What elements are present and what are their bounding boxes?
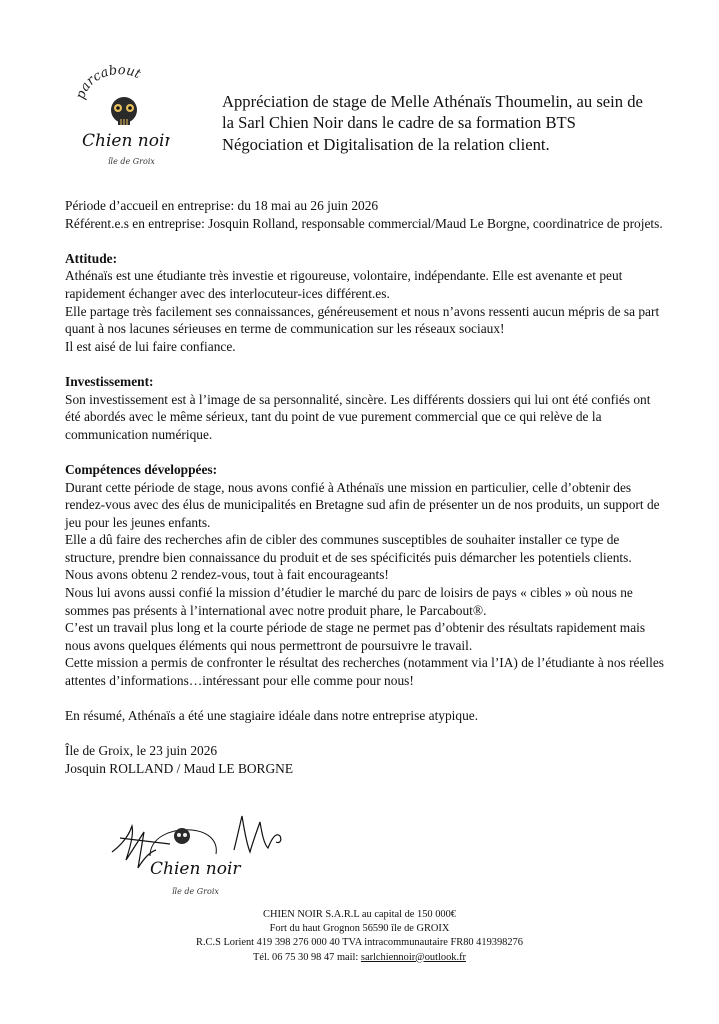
company-stamp (150, 828, 241, 896)
document-title: Appréciation de stage de Melle Athénaïs Thoumelin, au sein de la Sarl Chien Noir dans le cadre de sa formation BTS Négociation et Digitalisation de la relation client. (222, 92, 643, 154)
competences-paragraph-5: C’est un travail plus long et la courte période de stage ne permet pas d’obtenir des résultats rapidement mais nous avons quelques éléments qui nous permettront de poursuivre le travail. (65, 620, 646, 653)
logo-place: île de Groix (108, 157, 155, 166)
footer-line-2: Fort du haut Grognon 56590 île de GROIX (269, 923, 450, 935)
competences-paragraph-1: Durant cette période de stage, nous avons confié à Athénaïs une mission en particulier, celle d’obtenir des rendez-vous avec des élus de municipalités en Bretagne sud afin de présenter un de nos produits, un support de jeu pour les jeunes enfants. (65, 479, 660, 530)
competences-paragraph-3: Nous avons obtenu 2 rendez-vous, tout à fait encourageants! (65, 567, 389, 583)
attitude-paragraph-2: Elle partage très facilement ses connaissances, généreusement et nous n’avons ressenti aucun mépris de sa part quant à nos lacunes sérieuses en terme de communication sur les réseaux sociaux! (65, 303, 660, 337)
signature-names: Josquin ROLLAND / Maud LE BORGNE (65, 761, 294, 776)
letter-body (65, 197, 665, 778)
company-footer (0, 908, 719, 965)
company-logo (74, 64, 170, 172)
svg-text:île de Groix: île de Groix (172, 887, 219, 896)
skull-icon (111, 97, 137, 125)
attitude-paragraph-3: Il est aisé de lui faire confiance. (65, 338, 236, 354)
competences-paragraph-2: Elle a dû faire des recherches afin de cibler des communes susceptibles de souhaiter installer ce type de structure, prendre bien connaissance du produit et de ses spécificités puis démarcher les potentiels clients. (65, 532, 632, 565)
periode-text: Période d’accueil en entreprise: du 18 mai au 26 juin 2026 (65, 198, 379, 213)
competences-heading: Compétences développées: (65, 461, 218, 477)
attitude-heading: Attitude: (65, 250, 118, 266)
investissement-paragraph: Son investissement est à l’image de sa personnalité, sincère. Les différents dossiers qui lui ont été confiés ont été abordés avec le même sérieux, tant du point de vue purement commercial que ce qui relève de la communication numérique. (65, 391, 651, 442)
handwritten-signature-right (234, 816, 281, 852)
referents-text: Référent.e.s en entreprise: Josquin Rolland, responsable commercial/Maud Le Borgne, coordinatrice de projets. (65, 215, 663, 231)
footer-phone: Tél. 06 75 30 98 47 mail: (252, 951, 361, 963)
footer-line-3: R.C.S Lorient 419 398 276 000 40 TVA intracommunautaire FR80 419398276 (196, 937, 523, 949)
competences-paragraph-6: Cette mission a permis de confronter le résultat des recherches (notamment via l’IA) de l’étudiante à nos réelles attentes d’informations…intéressant pour elle comme pour nous! (65, 655, 665, 689)
footer-email-link[interactable]: sarlchiennoir@outlook.fr (360, 951, 467, 963)
logo-brand: Chien noir (82, 131, 170, 151)
attitude-paragraph-1: Athénaïs est une étudiante très investie et rigoureuse, volontaire, indépendante. Elle est avenante et peut rapidement échanger avec des interlocuteur-ices différent.es. (65, 268, 623, 301)
signature-stamp-area (110, 808, 340, 908)
competences-paragraph-4: Nous lui avons aussi confié la mission d’étudier le marché du parc de loisirs de pays « cibles » où nous ne sommes pas présents à l’international avec notre produit phare, le Parcabout®. (65, 585, 633, 618)
signature-place-date: Île de Groix, le 23 juin 2026 (65, 743, 218, 759)
footer-line-1: CHIEN NOIR S.A.R.L au capital de 150 000€ (263, 909, 456, 920)
svg-text:Chien noir: Chien noir (150, 859, 241, 879)
logo-arc-text: parcabout (74, 64, 143, 102)
footer-line-4 (0, 951, 719, 965)
resume-text: En résumé, Athénaïs a été une stagiaire idéale dans notre entreprise atypique. (65, 708, 479, 724)
investissement-heading: Investissement: (65, 373, 154, 389)
